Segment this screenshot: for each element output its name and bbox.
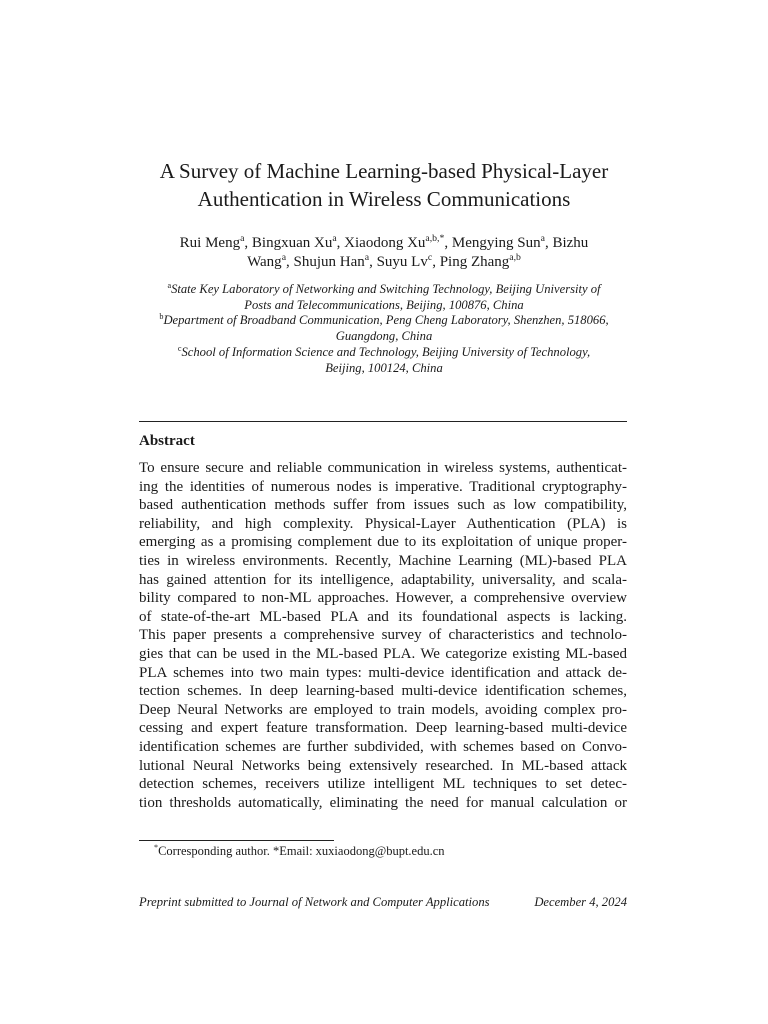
affiliation-text: Guangdong, China xyxy=(335,329,433,344)
author-affiliation-mark: a xyxy=(281,252,287,263)
author-affiliation-mark: a,b xyxy=(509,252,521,263)
author-name: Bizhu xyxy=(552,235,589,251)
affiliation-mark: b xyxy=(159,312,164,322)
author-affiliation-mark: a xyxy=(540,233,545,244)
footnote-rule xyxy=(139,840,334,841)
abstract-line: ties in wireless environments. Recently, Machine Learning (ML)-based PLA xyxy=(139,552,627,569)
author-name: Mengying Sun xyxy=(451,235,541,251)
affiliation-text: Department of Broadband Communication, Peng Cheng Laboratory, Shenzhen, 518066, xyxy=(163,313,609,328)
author-separator: , xyxy=(336,235,345,251)
author-affiliation-mark: a xyxy=(332,233,337,244)
abstract-line: tion thresholds automatically, eliminating the need for manual calculation or xyxy=(139,794,627,811)
abstract-line: lutional Neural Networks being extensively researched. In ML-based attack xyxy=(139,757,627,774)
abstract-heading: Abstract xyxy=(139,433,195,449)
abstract-line: ing the identities of numerous nodes is imperative. Traditional cryptography- xyxy=(139,478,627,495)
affiliation-b xyxy=(138,313,630,344)
affiliation-text: School of Information Science and Technology, Beijing University of Technology, xyxy=(181,344,591,359)
abstract-line: PLA schemes into two main types: multi-device identification and attack de- xyxy=(139,664,627,681)
abstract-body xyxy=(139,459,627,812)
author-affiliation-mark: c xyxy=(427,252,433,263)
abstract-line: gies that can be used in the ML-based PLA. We categorize existing ML-based xyxy=(139,645,627,662)
author-name: Ping Zhang xyxy=(439,254,510,270)
footnote xyxy=(154,844,445,859)
author-name: Bingxuan Xu xyxy=(251,235,333,251)
abstract-line: bility compared to non-ML approaches. However, a comprehensive overview xyxy=(139,590,627,607)
abstract-line: emerging as a promising complement due to its exploitation of unique proper- xyxy=(139,534,627,551)
abstract-line: This paper presents a comprehensive survey of characteristics and technolo- xyxy=(139,627,627,644)
author-list xyxy=(110,234,658,272)
author-affiliation-mark: a xyxy=(240,233,245,244)
author-affiliation-mark: a xyxy=(364,252,370,263)
affiliation-c xyxy=(138,345,630,376)
affiliation-a xyxy=(138,282,630,313)
affiliation-text: State Key Laboratory of Networking and Switching Technology, Beijing University of xyxy=(171,282,601,296)
author-name: Wang xyxy=(247,254,282,270)
title-line-2: Authentication in Wireless Communications xyxy=(197,187,571,211)
footnote-mark: * xyxy=(154,842,159,852)
author-name: Rui Meng xyxy=(179,235,241,251)
affiliation-mark: a xyxy=(167,280,172,290)
abstract-line: identification schemes are further subdivided, with schemes based on Convo- xyxy=(139,738,627,755)
author-separator: , xyxy=(444,235,452,251)
abstract-line: tection schemes. In deep learning-based multi-device identification schemes, xyxy=(139,683,627,700)
paper-title xyxy=(100,157,668,213)
abstract-top-rule xyxy=(139,421,627,422)
author-name: Xiaodong Xu xyxy=(344,235,426,251)
abstract-line: detection schemes, receivers utilize intelligent ML techniques to set detec- xyxy=(139,776,627,793)
abstract-line: To ensure secure and reliable communication in wireless systems, authenticat- xyxy=(139,460,627,476)
affiliation-text: Posts and Telecommunications, Beijing, 100876, China xyxy=(244,297,524,312)
author-line-2 xyxy=(110,253,658,272)
affiliation-mark: c xyxy=(177,343,182,353)
author-separator: , xyxy=(369,254,377,270)
author-separator: , xyxy=(544,235,553,251)
abstract-line: reliability, and high complexity. Physical-Layer Authentication (PLA) is xyxy=(139,515,627,532)
author-name: Suyu Lv xyxy=(376,254,428,270)
affiliation-text: Beijing, 100124, China xyxy=(325,360,443,375)
author-separator: , xyxy=(286,254,294,270)
abstract-line: of state-of-the-art ML-based PLA and its foundational aspects is lacking. xyxy=(139,608,627,625)
footnote-text: Corresponding author. *Email: xuxiaodong@bupt.edu.cn xyxy=(158,844,445,858)
author-name: Shujun Han xyxy=(293,254,365,270)
abstract-line: Deep Neural Networks are employed to train models, avoiding complex pro- xyxy=(139,701,627,718)
author-separator: , xyxy=(432,254,440,270)
abstract-line: has gained attention for its intelligence, adaptability, universality, and scala- xyxy=(139,571,627,588)
abstract-line: cessing and expert feature transformation. Deep learning-based multi-device xyxy=(139,720,627,737)
author-affiliation-mark: a,b,* xyxy=(425,233,445,244)
author-line-1 xyxy=(110,234,658,253)
title-line-1: A Survey of Machine Learning-based Physical-Layer xyxy=(159,159,609,183)
footer-journal: Preprint submitted to Journal of Network and Computer Applications xyxy=(139,895,490,909)
abstract-line: based authentication methods suffer from issues such as low compatibility, xyxy=(139,497,627,514)
preprint-footer xyxy=(139,895,627,910)
affiliations xyxy=(138,282,630,376)
author-separator: , xyxy=(244,235,252,251)
footer-date: December 4, 2024 xyxy=(534,895,627,909)
